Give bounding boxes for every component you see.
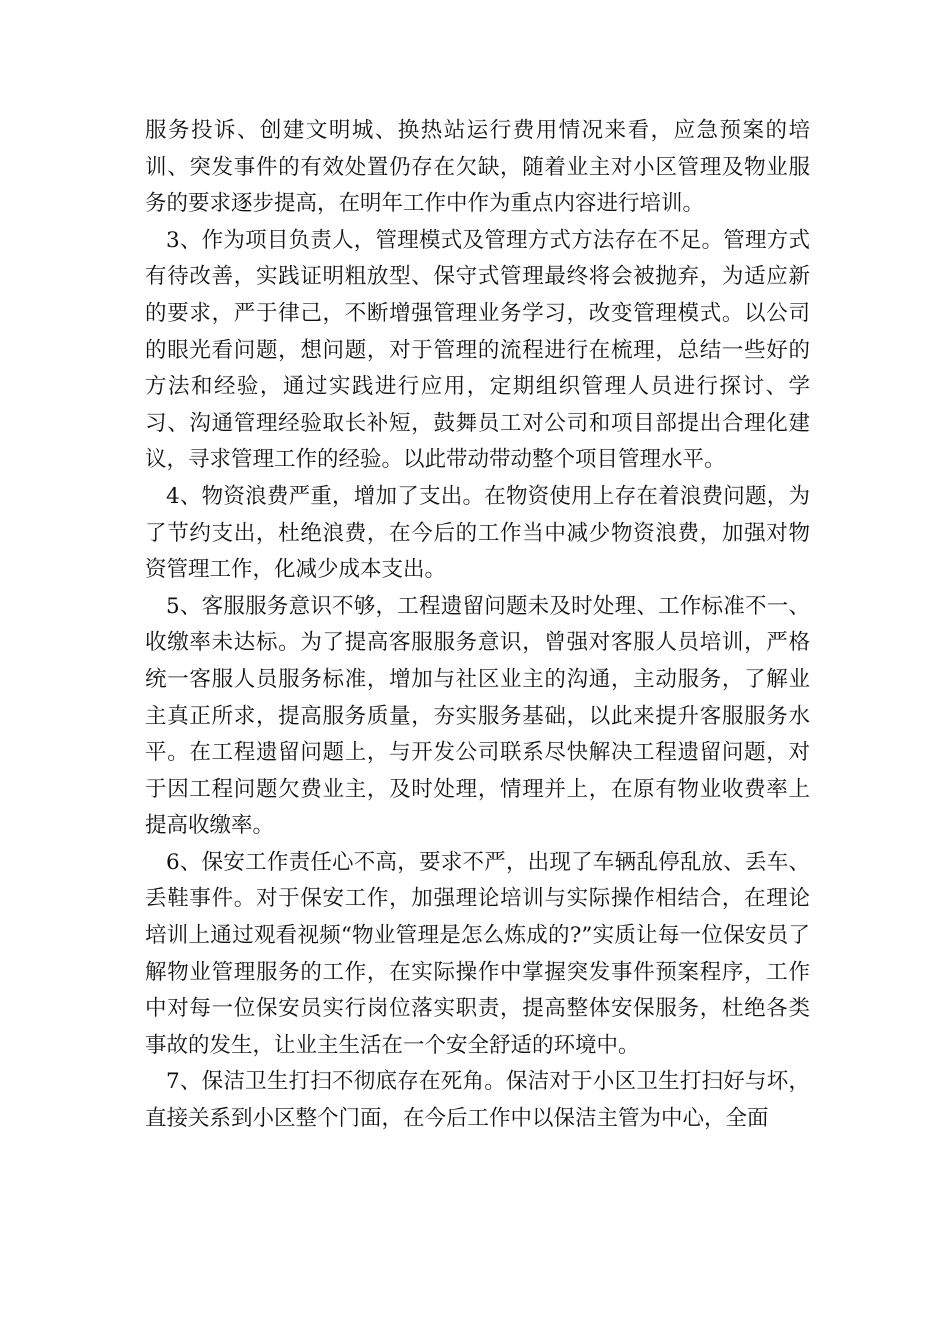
paragraph-item-7-cleaning: 7、保洁卫生打扫不彻底存在死角。保洁对于小区卫生打扫好与坏，直接关系到小区整个门面，在今后工作中以保洁主管为中心，全面 — [145, 1069, 810, 1132]
paragraph-continued-training: 服务投诉、创建文明城、换热站运行费用情况来看，应急预案的培训、突发事件的有效处置仍存在欠缺，随着业主对小区管理及物业服务的要求逐步提高，在明年工作中作为重点内容进行培训。 — [145, 118, 810, 217]
paragraph-item-4-materials: 4、物资浪费严重，增加了支出。在物资使用上存在着浪费问题，为了节约支出，杜绝浪费，在今后的工作当中减少物资浪费，加强对物资管理工作，化减少成本支出。 — [145, 483, 810, 583]
document-body — [145, 113, 810, 1138]
paragraph-item-6-security: 6、保安工作责任心不高，要求不严，出现了车辆乱停乱放、丢车、丢鞋事件。对于保安工作，加强理论培训与实际操作相结合，在理论培训上通过观看视频“物业管理是怎么炼成的?”实质让每一位保安员了解物业管理服务的工作，在实际操作中掌握突发事件预案程序，工作中对每一位保安员实行岗位落实职责，提高整体安保服务，杜绝各类事故的发生，让业主生活在一个安全舒适的环境中。 — [145, 849, 810, 1058]
paragraph-item-5-customer-service: 5、客服服务意识不够，工程遗留问题未及时处理、工作标准不一、收缴率未达标。为了提高客服服务意识，曾强对客服人员培训，严格统一客服人员服务标准，增加与社区业主的沟通，主动服务，了解业主真正所求，提高服务质量，夯实服务基础，以此来提升客服服务水平。在工程遗留问题上，与开发公司联系尽快解决工程遗留问题，对于因工程问题欠费业主，及时处理，情理并上，在原有物业收费率上提高收缴率。 — [145, 593, 810, 839]
paragraph-item-3-management: 3、作为项目负责人，管理模式及管理方式方法存在不足。管理方式有待改善，实践证明粗放型、保守式管理最终将会被抛弃，为适应新的要求，严于律己，不断增强管理业务学习，改变管理模式。以公司的眼光看问题，想问题，对于管理的流程进行在梳理，总结一些好的方法和经验，通过实践进行应用，定期组织管理人员进行探讨、学习、沟通管理经验取长补短，鼓舞员工对公司和项目部提出合理化建议，寻求管理工作的经验。以此带动带动整个项目管理水平。 — [145, 227, 810, 473]
